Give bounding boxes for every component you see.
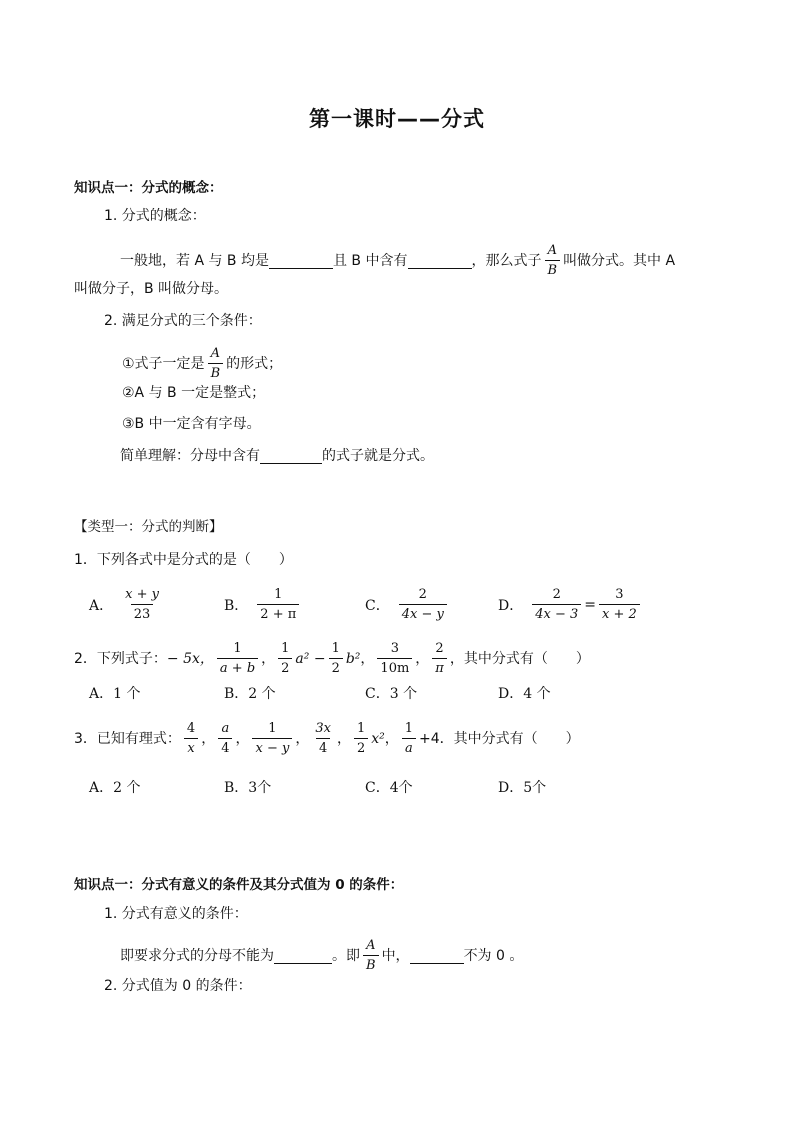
fill-blank[interactable]	[410, 948, 464, 964]
q3-term: x²	[371, 730, 385, 747]
q3-option-a[interactable]: A．2 个	[89, 780, 141, 796]
condition-1-text: ①式子一定是	[122, 355, 205, 372]
q2-term: − 5x，	[166, 650, 214, 667]
meaningful-text-a: 即要求分式的分母不能为	[120, 947, 274, 964]
fraction: $\frac{1}{2 + \pi}$	[257, 586, 299, 623]
separator: ，	[384, 730, 399, 747]
q2-option-c[interactable]: C．3 个	[365, 686, 418, 702]
q3-text: 3．已知有理式：	[74, 730, 181, 747]
separator: ，	[201, 730, 216, 747]
section-heading-concept: 知识点一：分式的概念：	[74, 180, 223, 196]
fraction: $\frac{2}{4x - 3}$	[532, 586, 581, 623]
q2-term: b²	[345, 650, 361, 667]
separator: ，	[235, 730, 250, 747]
q2-option-a[interactable]: A．1 个	[89, 686, 141, 702]
q3-option-c[interactable]: C．4个	[365, 780, 413, 796]
concept-text-d: 叫做分式。其中 A	[563, 252, 676, 269]
q3-option-d[interactable]: D．5个	[498, 780, 547, 796]
separator: ，	[360, 650, 375, 667]
q1-option-c[interactable]	[365, 586, 450, 623]
fill-blank[interactable]	[274, 948, 332, 964]
condition-1	[122, 345, 282, 382]
option-label: B．	[224, 597, 249, 614]
fraction: $\frac{3}{x + 2}$	[599, 586, 640, 623]
item-value-zero: 2. 分式值为 0 的条件：	[104, 978, 252, 994]
meaningful-text-b: 。即	[332, 947, 360, 964]
condition-2: ②A 与 B 一定是整式；	[122, 385, 266, 401]
fraction: $\frac{3x}{4}$	[315, 721, 331, 756]
item-meaningful: 1. 分式有意义的条件：	[104, 906, 248, 922]
fill-blank[interactable]	[269, 253, 333, 269]
q2-option-b[interactable]: B．2 个	[224, 686, 276, 702]
option-label: A．	[89, 597, 114, 614]
separator: ，	[415, 650, 430, 667]
meaningful-paragraph	[120, 937, 523, 974]
fraction: $\frac{1}{2}$	[329, 640, 343, 677]
fraction-a-over-b: $\frac{A}{B}$	[208, 345, 224, 382]
simple-text-a: 简单理解：分母中含有	[120, 448, 260, 464]
concept-text-b: 且 B 中含有	[332, 252, 408, 269]
fraction: $\frac{2}{4x - y}$	[399, 586, 447, 623]
section-heading-conditions: 知识点一：分式有意义的条件及其分式值为 0 的条件：	[74, 877, 404, 893]
q2-term: a² −	[295, 650, 326, 667]
separator: ，	[336, 730, 351, 747]
simple-text-b: 的式子就是分式。	[322, 448, 434, 464]
option-label: D．	[498, 597, 524, 614]
question-2-stem	[74, 640, 590, 677]
fraction: $\frac{1}{a + b}$	[217, 640, 258, 677]
condition-1-text-end: 的形式；	[226, 355, 283, 372]
question-1-stem: 1．下列各式中是分式的是（ ）	[74, 552, 293, 568]
fraction: $\frac{2}{\pi}$	[432, 640, 447, 677]
question-3-stem	[74, 720, 580, 757]
fraction: $\frac{a}{4}$	[218, 720, 232, 757]
item-conditions: 2. 满足分式的三个条件：	[104, 313, 262, 329]
concept-text-a: 一般地，若 A 与 B 均是	[120, 252, 269, 269]
fraction: $\frac{1}{2}$	[278, 640, 292, 677]
q2-option-d[interactable]: D．4 个	[498, 686, 551, 702]
fill-blank[interactable]	[260, 448, 322, 464]
q1-option-a[interactable]	[89, 586, 165, 623]
q3-text-end: +4．其中分式有（ ）	[419, 730, 580, 747]
item-concept: 1. 分式的概念：	[104, 208, 206, 224]
fill-blank[interactable]	[408, 253, 472, 269]
q2-text: 2．下列式子：	[74, 650, 167, 667]
condition-3: ③B 中一定含有字母。	[122, 416, 261, 432]
meaningful-text-c: 中，	[381, 947, 410, 964]
fraction-a-over-b: $\frac{A}{B}$	[363, 937, 379, 974]
fraction: $\frac{4}{x}$	[184, 720, 198, 757]
fraction: $\frac{3}{10m}$	[377, 640, 412, 677]
equals-sign: =	[584, 596, 596, 613]
fraction: $\frac{1}{2}$	[354, 720, 368, 757]
option-label: C．	[365, 597, 390, 614]
simple-understanding	[120, 446, 434, 466]
fraction-a-over-b: $\frac{A}{B}$	[545, 242, 561, 279]
fraction: $\frac{1}{x - y}$	[252, 720, 292, 757]
separator: ，	[295, 730, 310, 747]
meaningful-text-d: 不为 0 。	[463, 947, 524, 964]
q2-text-end: ，其中分式有（ ）	[449, 650, 590, 667]
type-heading: 【类型一：分式的判断】	[74, 519, 223, 535]
concept-text-e: 叫做分子，B 叫做分母。	[74, 281, 229, 297]
fraction: $\frac{1}{a}$	[402, 720, 416, 757]
page-title: 第一课时——分式	[309, 107, 485, 131]
fraction: $\frac{x + y}{23}$	[125, 587, 159, 622]
concept-text-c: ，那么式子	[471, 252, 542, 269]
q1-option-b[interactable]	[224, 586, 302, 623]
q3-option-b[interactable]: B．3个	[224, 780, 272, 796]
separator: ，	[261, 650, 276, 667]
q1-option-d[interactable]	[498, 586, 643, 623]
concept-paragraph	[120, 242, 675, 279]
